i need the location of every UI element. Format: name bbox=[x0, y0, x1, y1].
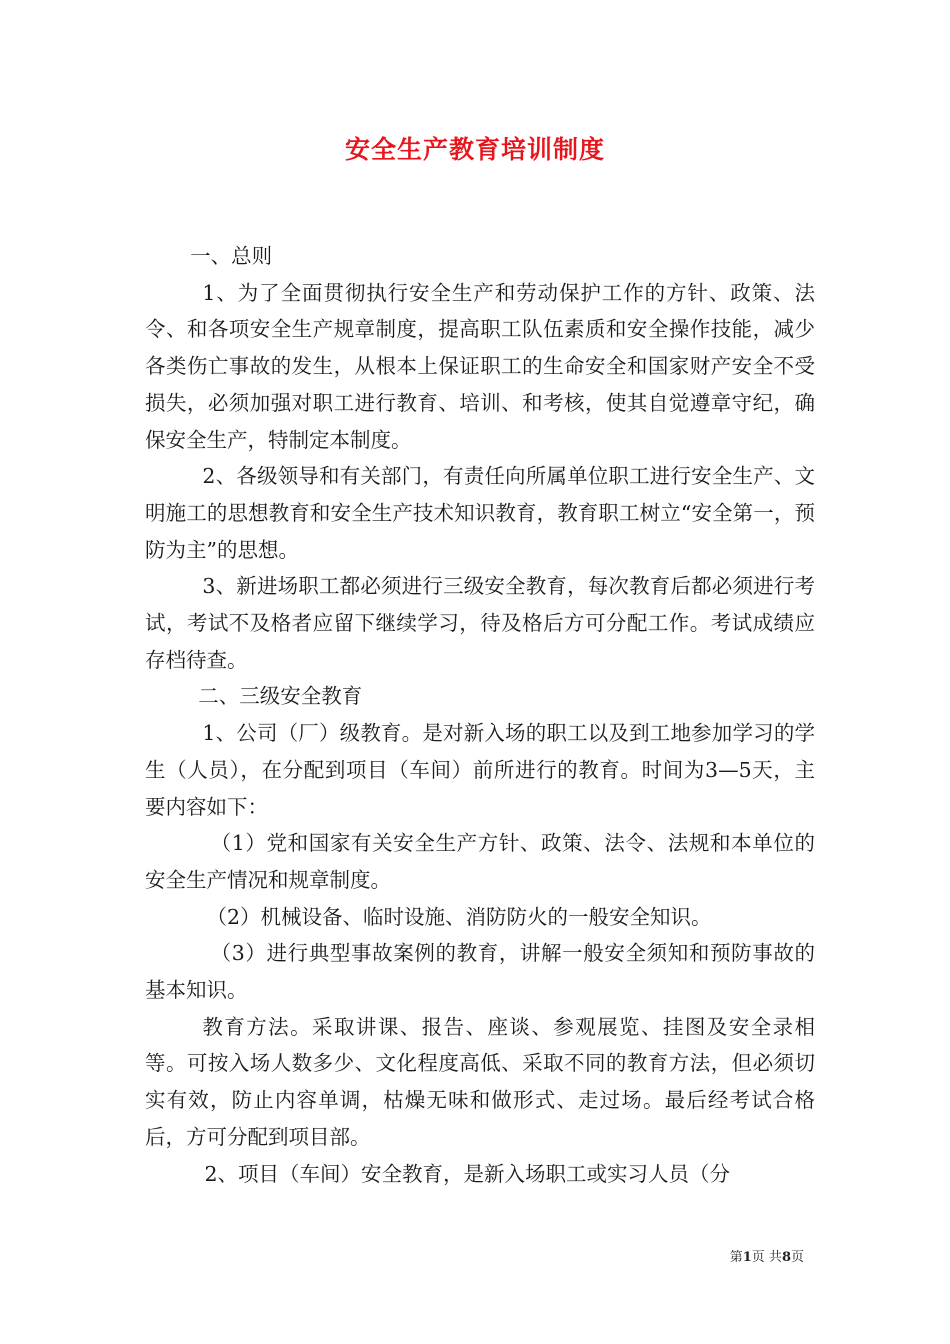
paragraph: 教育方法。采取讲课、报告、座谈、参观展览、挂图及安全录相等。可按入场人数多少、文化程度高低、采取不同的教育方法，但必须切实有效，防止内容单调，枯燥无味和做形式、走过场。最后经考试合格后，方可分配到项目部。 bbox=[145, 1014, 815, 1149]
paragraph: 2、各级领导和有关部门，有责任向所属单位职工进行安全生产、文明施工的思想教育和安全生产技术知识教育，教育职工树立“安全第一，预防为主”的思想。 bbox=[145, 464, 815, 562]
paragraph: （3）进行典型事故案例的教育，讲解一般安全须知和预防事故的基本知识。 bbox=[145, 941, 815, 1003]
paragraph: （1）党和国家有关安全生产方针、政策、法令、法规和本单位的安全生产情况和规章制度。 bbox=[145, 831, 815, 892]
paragraph: 二、三级安全教育 bbox=[198, 684, 363, 709]
footer-prefix: 第 bbox=[729, 1250, 743, 1265]
paragraph: 一、总则 bbox=[190, 244, 273, 268]
footer-total-pages: 8 bbox=[781, 1250, 791, 1265]
paragraph: 1、公司（厂）级教育。是对新入场的职工以及到工地参加学习的学生（人员），在分配到项目（车间）前所进行的教育。时间为3—5天，主要内容如下： bbox=[145, 721, 815, 819]
paragraph: （2）机械设备、临时设施、消防防火的一般安全知识。 bbox=[206, 904, 712, 929]
page-title: 安全生产教育培训制度 bbox=[344, 135, 605, 164]
paragraph: 2、项目（车间）安全教育，是新入场职工或实习人员（分 bbox=[204, 1161, 730, 1186]
footer-suffix: 页 bbox=[790, 1250, 804, 1265]
footer-middle: 页 共 bbox=[751, 1250, 782, 1265]
paragraph: 1、为了全面贯彻执行安全生产和劳动保护工作的方针、政策、法令、和各项安全生产规章制度，提高职工队伍素质和安全操作技能，减少各类伤亡事故的发生，从根本上保证职工的生命安全和国家财产安全不受损失，必须加强对职工进行教育、培训、和考核，使其自觉遵章守纪，确保安全生产，特制定本制度。 bbox=[145, 280, 815, 452]
document-body bbox=[145, 238, 815, 1192]
page-footer bbox=[730, 1246, 804, 1265]
footer-page-number: 1 bbox=[742, 1250, 752, 1265]
paragraph: 3、新进场职工都必须进行三级安全教育，每次教育后都必须进行考试，考试不及格者应留下继续学习，待及格后方可分配工作。考试成绩应存档待查。 bbox=[145, 574, 815, 672]
